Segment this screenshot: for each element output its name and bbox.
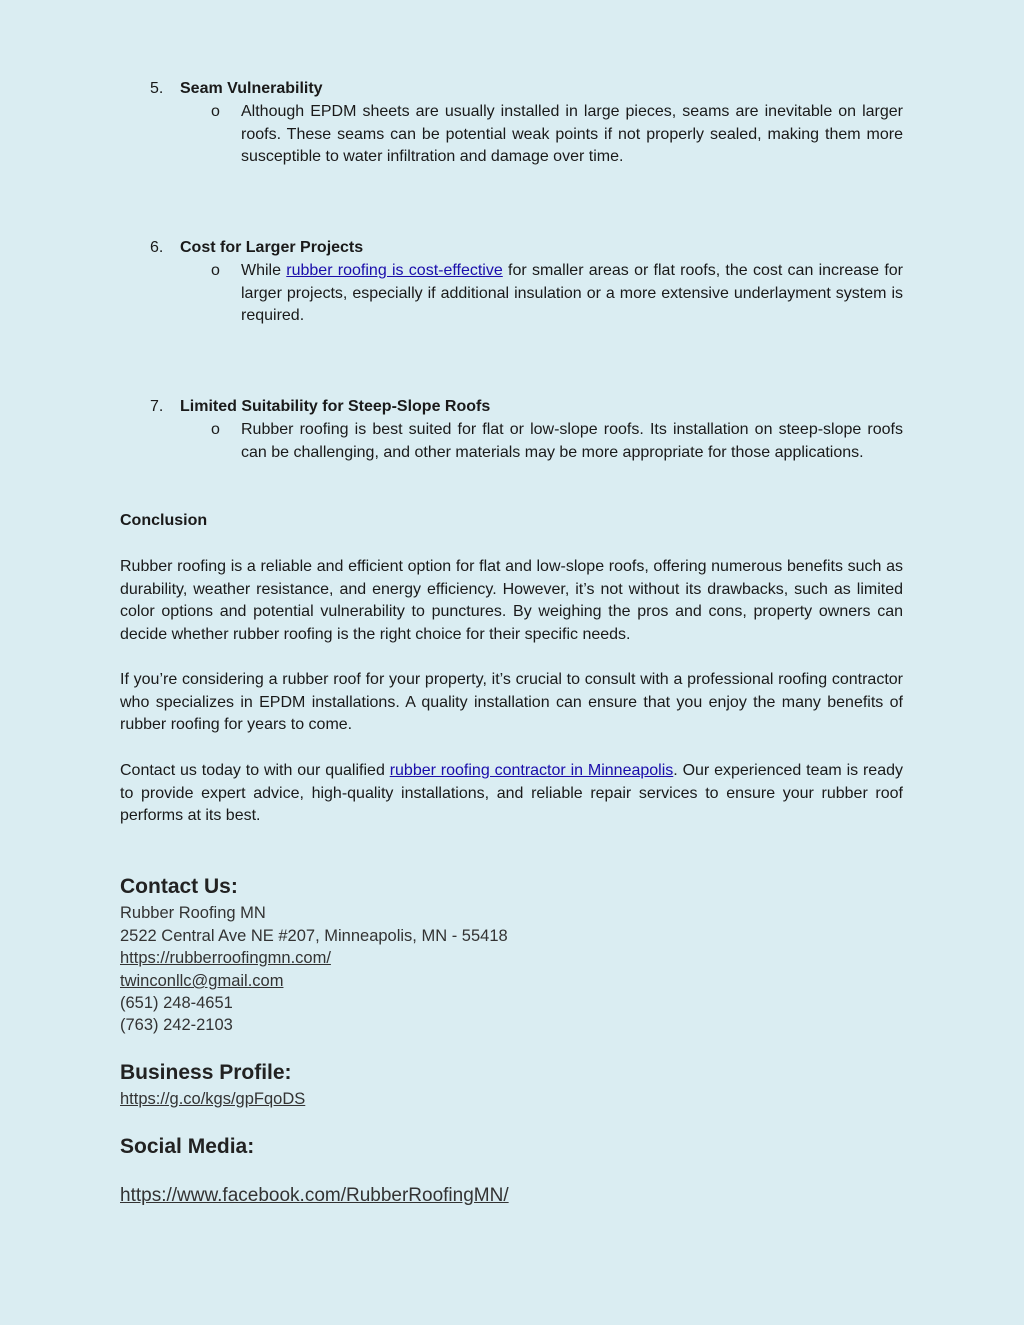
- bullet-icon: o: [211, 262, 220, 279]
- email-link[interactable]: twinconllc@gmail.com: [120, 972, 284, 990]
- social-media-heading: Social Media:: [120, 1135, 255, 1158]
- text-segment: for smaller areas or flat roofs, the cost can increase for larger projects, especially if additional insulation or a more extensive underlayment system is required.: [241, 262, 904, 324]
- bullet-icon: o: [211, 421, 220, 438]
- bullet-icon: o: [211, 103, 220, 120]
- conclusion-paragraph-3: [120, 760, 903, 828]
- text-segment: . Our experienced team is ready to provide expert advice, high-quality installations, and reliable repair services to ensure your rubber roof performs at its best.: [120, 762, 903, 825]
- phone-1: (651) 248-4651: [120, 994, 233, 1012]
- company-name: Rubber Roofing MN: [120, 904, 266, 922]
- list-item-title: Seam Vulnerability: [180, 80, 323, 97]
- text-segment: While: [241, 262, 287, 279]
- business-profile-heading: Business Profile:: [120, 1061, 292, 1084]
- cost-effective-link[interactable]: rubber roofing is cost-effective: [286, 262, 503, 279]
- sub-item-text: Rubber roofing is best suited for flat or low-slope roofs. Its installation on steep-slope roofs can be challenging, and other materials may be more appropriate for those applications.: [241, 421, 903, 461]
- contact-heading: Contact Us:: [120, 875, 238, 898]
- sub-item-text: Although EPDM sheets are usually installed in large pieces, seams are inevitable on larger roofs. These seams can be potential weak points if not properly sealed, making them more susceptible to water infiltration and damage over time.: [241, 103, 903, 165]
- business-profile-link[interactable]: https://g.co/kgs/gpFqoDS: [120, 1090, 306, 1108]
- website-link[interactable]: https://rubberroofingmn.com/: [120, 949, 331, 967]
- conclusion-heading: Conclusion: [120, 512, 208, 529]
- text-segment: Contact us today to with our qualified: [120, 762, 390, 779]
- list-number: 7.: [150, 398, 164, 415]
- list-number: 5.: [150, 80, 164, 97]
- list-number: 6.: [150, 239, 164, 256]
- phone-2: (763) 242-2103: [120, 1016, 233, 1034]
- contractor-link[interactable]: rubber roofing contractor in Minneapolis: [389, 762, 674, 779]
- sub-item-text: [241, 260, 903, 328]
- facebook-link[interactable]: https://www.facebook.com/RubberRoofingMN/: [120, 1185, 509, 1206]
- conclusion-paragraph-1: Rubber roofing is a reliable and efficient option for flat and low-slope roofs, offering numerous benefits such as durability, weather resistance, and energy efficiency. However, it’s not without its drawbacks, such as limited color options and potential vulnerability to punctures. By weighing the pros and cons, property owners can decide whether rubber roofing is the right choice for their specific needs.: [120, 558, 903, 643]
- list-item-title: Limited Suitability for Steep-Slope Roofs: [180, 398, 491, 415]
- conclusion-paragraph-2: If you’re considering a rubber roof for your property, it’s crucial to consult with a professional roofing contractor who specializes in EPDM installations. A quality installation can ensure that you enjoy the many benefits of rubber roofing for years to come.: [120, 671, 903, 734]
- list-item-title: Cost for Larger Projects: [180, 239, 364, 256]
- address: 2522 Central Ave NE #207, Minneapolis, MN - 55418: [120, 927, 508, 945]
